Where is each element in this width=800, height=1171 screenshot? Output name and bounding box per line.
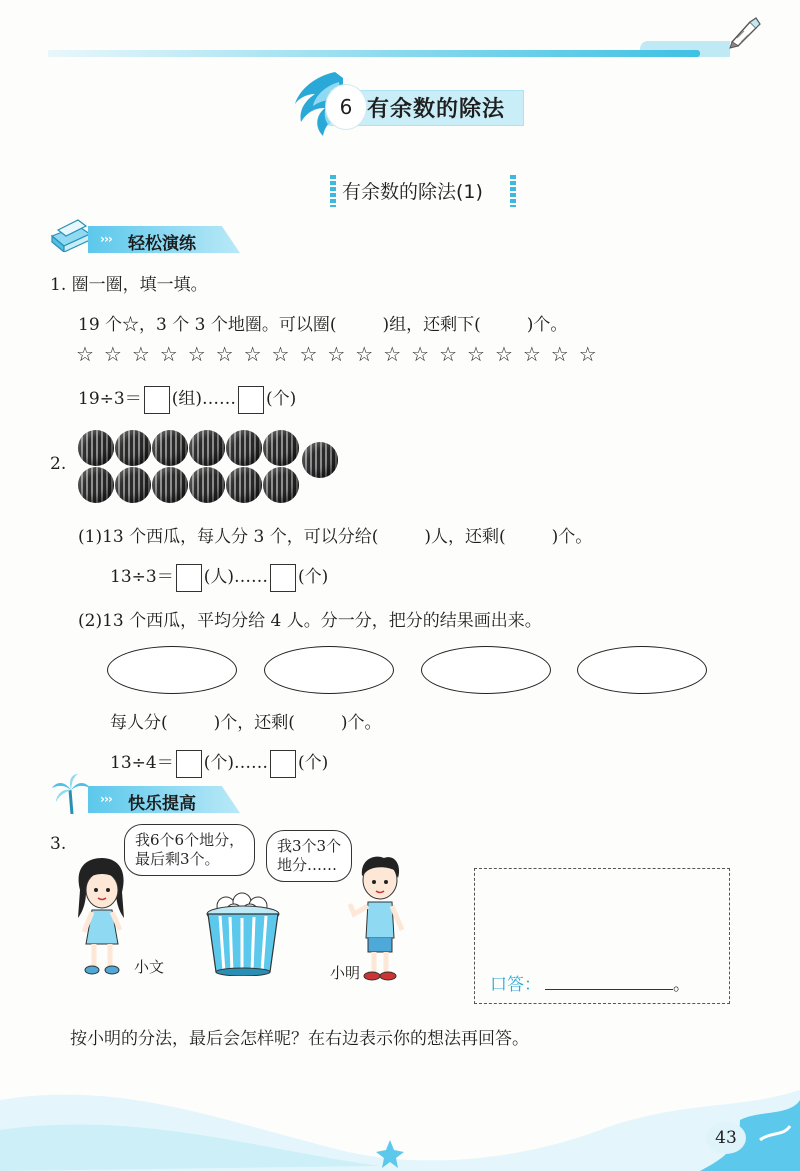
books-icon bbox=[48, 214, 94, 252]
q1-stem-c: )个。 bbox=[526, 315, 568, 335]
chapter-title: 有余数的除法 bbox=[367, 97, 506, 122]
q2-part1-a: (1)13 个西瓜，每人分 3 个，可以分给( bbox=[78, 527, 379, 547]
page-number: 43 bbox=[706, 1122, 746, 1154]
q2-number: 2. bbox=[50, 454, 67, 474]
section-arrows: ››› bbox=[100, 792, 112, 806]
speech-bubble-xiaowen: 我6个6个地分， 最后剩3个。 bbox=[124, 824, 255, 876]
boy-name: 小明 bbox=[330, 964, 361, 982]
speech-bubble-xiaoming: 我3个3个 地分…… bbox=[266, 830, 352, 882]
answer-label: 口答： bbox=[490, 975, 541, 995]
girl-xiaowen-icon bbox=[66, 856, 136, 980]
answer-line bbox=[490, 970, 690, 995]
q1-stem bbox=[78, 310, 567, 335]
q3-number: 3. bbox=[50, 834, 67, 854]
section-arrows: ››› bbox=[100, 232, 112, 246]
section-title-happy-improve: 快乐提高 bbox=[128, 794, 196, 814]
watermelon-icon bbox=[302, 442, 338, 478]
watermelon-icon bbox=[226, 467, 262, 503]
watermelon-group bbox=[78, 430, 348, 506]
q2-eq2-unit-a: (个)…… bbox=[203, 753, 268, 773]
watermelon-icon bbox=[152, 430, 188, 466]
lesson-title: 有余数的除法(1) bbox=[342, 181, 483, 203]
watermelon-icon bbox=[115, 430, 151, 466]
q1-instruction: 圈一圈，填一填。 bbox=[71, 275, 208, 295]
q1-stars-row[interactable]: ☆☆☆☆☆☆☆☆☆☆☆☆☆☆☆☆☆☆☆ bbox=[76, 342, 607, 366]
watermelon-icon bbox=[78, 430, 114, 466]
q2-eq1-unit-a: (人)…… bbox=[203, 567, 268, 587]
q1-stem-b: )组，还剩下( bbox=[382, 315, 481, 335]
q1-unit-ge: (个) bbox=[265, 389, 297, 409]
lesson-title-left-bar bbox=[330, 175, 336, 207]
watermelon-icon bbox=[189, 467, 225, 503]
q2-eq1-left: 13÷3＝ bbox=[110, 567, 174, 587]
palm-tree-icon bbox=[50, 774, 92, 814]
q2-eq2-box-remainder[interactable] bbox=[270, 750, 296, 778]
q2-eq1-box-remainder[interactable] bbox=[270, 564, 296, 592]
q1-stem-a: 19 个☆，3 个 3 个地圈。可以圈( bbox=[78, 315, 337, 335]
watermelon-icon bbox=[115, 467, 151, 503]
apple-basket-icon bbox=[202, 892, 284, 976]
watermelon-icon bbox=[189, 430, 225, 466]
q1-unit-group: (组)…… bbox=[171, 389, 236, 409]
q2-eq2-left: 13÷4＝ bbox=[110, 753, 174, 773]
q2-each-line bbox=[110, 708, 382, 733]
q1-number: 1. bbox=[50, 275, 67, 295]
q1-answer-box-quotient[interactable] bbox=[144, 386, 170, 414]
q2-eq1-unit-b: (个) bbox=[297, 567, 329, 587]
drawing-ellipse-4[interactable] bbox=[577, 646, 707, 694]
pencil-leaf-icon bbox=[728, 16, 762, 50]
answer-end: 。 bbox=[673, 975, 690, 995]
q2-eq2-box-quotient[interactable] bbox=[176, 750, 202, 778]
q2-eq2-unit-b: (个) bbox=[297, 753, 329, 773]
watermelon-icon bbox=[263, 467, 299, 503]
q2-part1-c: )个。 bbox=[551, 527, 593, 547]
q2-each-c: )个。 bbox=[340, 713, 382, 733]
q2-eq1-box-quotient[interactable] bbox=[176, 564, 202, 592]
q2-equation-1 bbox=[110, 562, 328, 592]
q2-equation-2 bbox=[110, 748, 328, 778]
q2-part1 bbox=[78, 522, 592, 547]
watermelon-icon bbox=[152, 467, 188, 503]
drawing-ellipse-3[interactable] bbox=[421, 646, 551, 694]
section-title-easy-practice: 轻松演练 bbox=[128, 234, 196, 254]
q2-each-a: 每人分( bbox=[110, 713, 168, 733]
q1-instruction-line bbox=[50, 270, 208, 295]
header-rule bbox=[48, 50, 700, 57]
q3-question: 按小明的分法，最后会怎样呢？在右边表示你的想法再回答。 bbox=[70, 1029, 529, 1049]
q1-eq-left: 19÷3＝ bbox=[78, 389, 142, 409]
watermelon-icon bbox=[226, 430, 262, 466]
watermelon-icon bbox=[263, 430, 299, 466]
girl-name: 小文 bbox=[134, 958, 165, 976]
lesson-title-right-bar bbox=[510, 175, 516, 207]
watermelon-icon bbox=[78, 467, 114, 503]
q2-part2: (2)13 个西瓜，平均分给 4 人。分一分，把分的结果画出来。 bbox=[78, 611, 542, 631]
answer-blank[interactable] bbox=[545, 989, 673, 990]
chapter-number: 6 bbox=[325, 84, 367, 130]
drawing-ellipse-2[interactable] bbox=[264, 646, 394, 694]
footer-wave-decoration bbox=[0, 1080, 800, 1171]
q1-answer-box-remainder[interactable] bbox=[238, 386, 264, 414]
q2-each-b: )个，还剩( bbox=[213, 713, 295, 733]
lesson-title-frame bbox=[330, 175, 518, 207]
q1-equation bbox=[78, 384, 296, 414]
q2-part1-b: )人，还剩( bbox=[424, 527, 506, 547]
drawing-ellipse-1[interactable] bbox=[107, 646, 237, 694]
